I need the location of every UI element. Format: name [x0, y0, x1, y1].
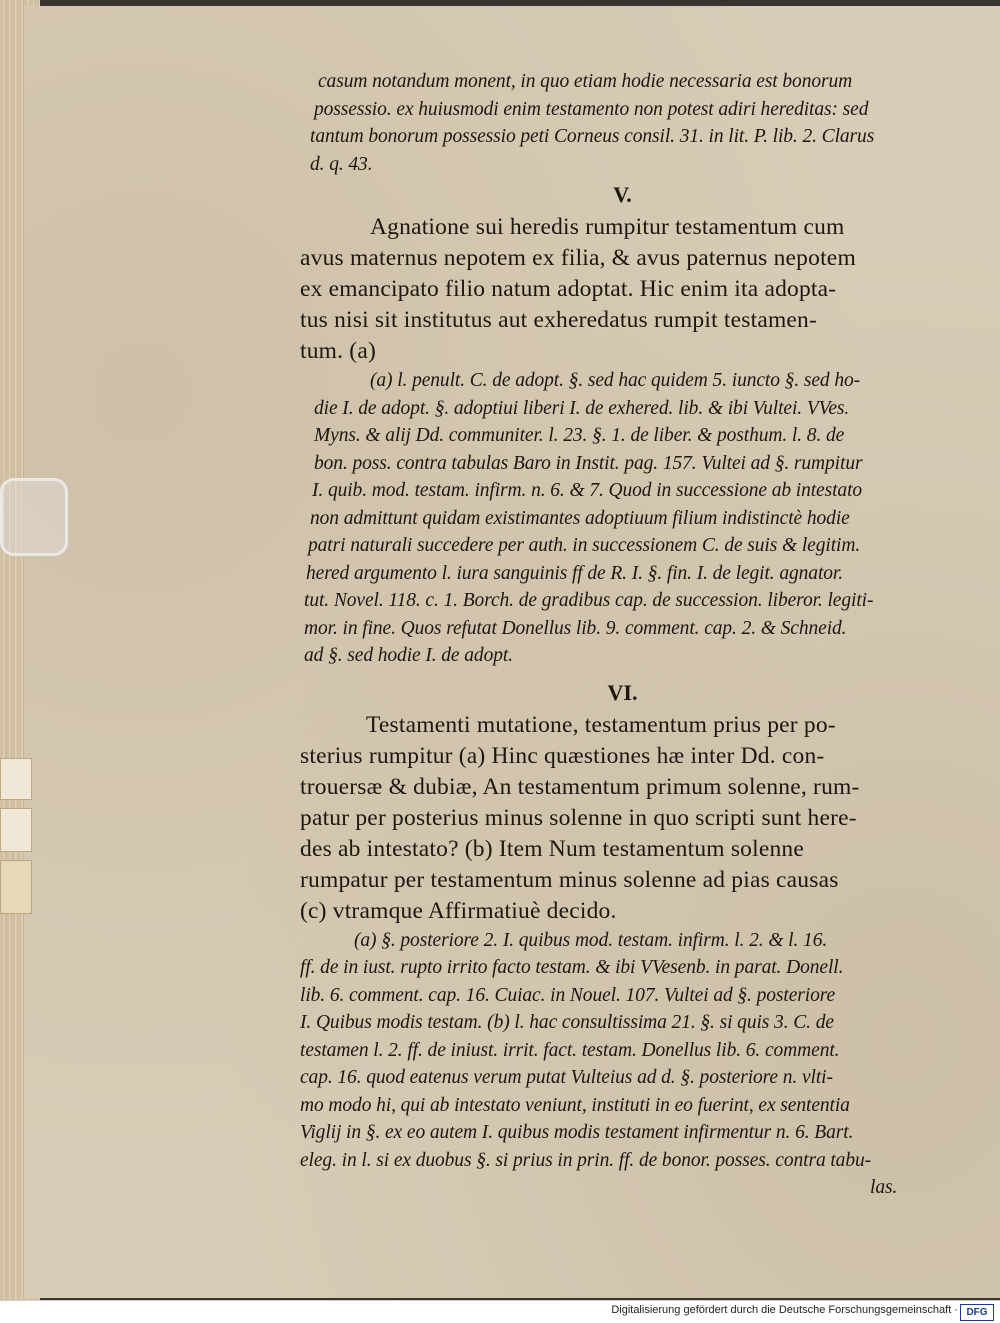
footnote-line: hered argumento l. iura sanguinis ff de R. I. §. fin. I. de legit. agnator. — [306, 562, 844, 584]
text-line: rumpatur per testamentum minus solenne ad pias causas — [300, 866, 839, 893]
text-line: Agnatione sui heredis rumpitur testamentum cum — [370, 214, 845, 240]
footnote-line: Viglij in §. ex eo autem I. quibus modis testament infirmentur n. 6. Bart. — [300, 1122, 854, 1143]
dfg-logo: DFG — [960, 1304, 994, 1321]
text-line: des ab intestato? (b) Item Num testamentum solenne — [300, 835, 805, 862]
text-line: d. q. 43. — [310, 153, 373, 175]
section-heading: V. — [613, 182, 632, 207]
footnote-line: tut. Novel. 118. c. 1. Borch. de gradibus cap. de succession. liberor. legiti- — [304, 590, 874, 611]
text-line: sterius rumpitur (a) Hinc quæstiones hæ inter Dd. con- — [300, 742, 825, 769]
plastic-clip — [0, 478, 68, 556]
footnote-line: bon. poss. contra tabulas Baro in Instit. pag. 157. Vultei ad §. rumpitur — [314, 452, 863, 474]
footnote-line: mo modo hi, qui ab intestato veniunt, instituti in eo fuerint, ex sententia — [300, 1094, 850, 1116]
footnote-line: cap. 16. quod eatenus verum putat Vulteius ad d. §. posteriore n. vlti- — [300, 1067, 833, 1088]
section-heading: VI. — [607, 679, 638, 705]
footnote-line: testamen l. 2. ff. de iniust. irrit. fact. testam. Donellus lib. 6. comment. — [300, 1039, 840, 1061]
page-tab — [0, 808, 32, 852]
footnote-line: mor. in fine. Quos refutat Donellus lib. 9. comment. cap. 2. & Schneid. — [304, 617, 847, 639]
text-line: trouersæ & dubiæ, An testamentum primum solenne, rum- — [300, 773, 860, 800]
footnote-line: patri naturali succedere per auth. in successionem C. de suis & legitim. — [308, 535, 861, 556]
footer-bar — [0, 1300, 1000, 1323]
page-text — [300, 68, 945, 1202]
text-line: patur per posterius minus solenne in quo scripti sunt here- — [300, 804, 857, 831]
footnote-line: Myns. & alij Dd. communiter. l. 23. §. 1. de liber. & posthum. l. 8. de — [314, 425, 845, 446]
text-line: tum. (a) — [300, 338, 376, 364]
page-tab — [0, 758, 32, 800]
footnote-line: lib. 6. comment. cap. 16. Cuiac. in Nouel. 107. Vultei ad §. posteriore — [300, 984, 836, 1006]
footnote-line: (a) §. posteriore 2. I. quibus mod. testam. infirm. l. 2. & l. 16. — [354, 929, 828, 951]
catchword: las. — [870, 1177, 898, 1198]
footnote-line: ad §. sed hodie I. de adopt. — [304, 645, 513, 666]
text-line: ex emancipato filio natum adoptat. Hic enim ita adopta- — [300, 276, 837, 302]
text-line: avus maternus nepotem ex filia, & avus paternus nepotem — [300, 245, 856, 271]
footnote-line: non admittunt quidam existimantes adoptiuum filium indistinctè hodie — [310, 507, 850, 529]
footnote-line: I. Quibus modis testam. (b) l. hac consultissima 21. §. si quis 3. C. de — [300, 1012, 834, 1033]
text-line: tantum bonorum possessio peti Corneus consil. 31. in lit. P. lib. 2. Clarus — [310, 126, 875, 147]
footnote-line: die I. de adopt. §. adoptiui liberi I. de exhered. lib. & ibi Vultei. VVes. — [314, 397, 850, 419]
text-line: casum notandum monent, in quo etiam hodie necessaria est bonorum — [318, 71, 853, 92]
footnote-line: eleg. in l. si ex duobus §. si prius in prin. ff. de bonor. posses. contra tabu- — [300, 1149, 872, 1171]
page-tab — [0, 860, 32, 914]
text-line: (c) vtramque Affirmatiuè decido. — [300, 897, 617, 924]
text-line: possessio. ex huiusmodi enim testamento non potest adiri hereditas: sed — [314, 98, 869, 120]
funding-notice: Digitalisierung gefördert durch die Deutsche Forschungsgemeinschaft · — [611, 1304, 958, 1316]
text-line: Testamenti mutatione, testamentum prius per po- — [366, 711, 836, 738]
text-line: tus nisi sit institutus aut exheredatus rumpit testamen- — [300, 307, 818, 333]
footnote-line: I. quib. mod. testam. infirm. n. 6. & 7. Quod in successione ab intestato — [312, 480, 863, 501]
footnote-line: ff. de in iust. rupto irrito facto testam. & ibi VVesenb. in parat. Donell. — [300, 957, 844, 978]
footnote-line: (a) l. penult. C. de adopt. §. sed hac quidem 5. iuncto §. sed ho- — [370, 370, 861, 391]
